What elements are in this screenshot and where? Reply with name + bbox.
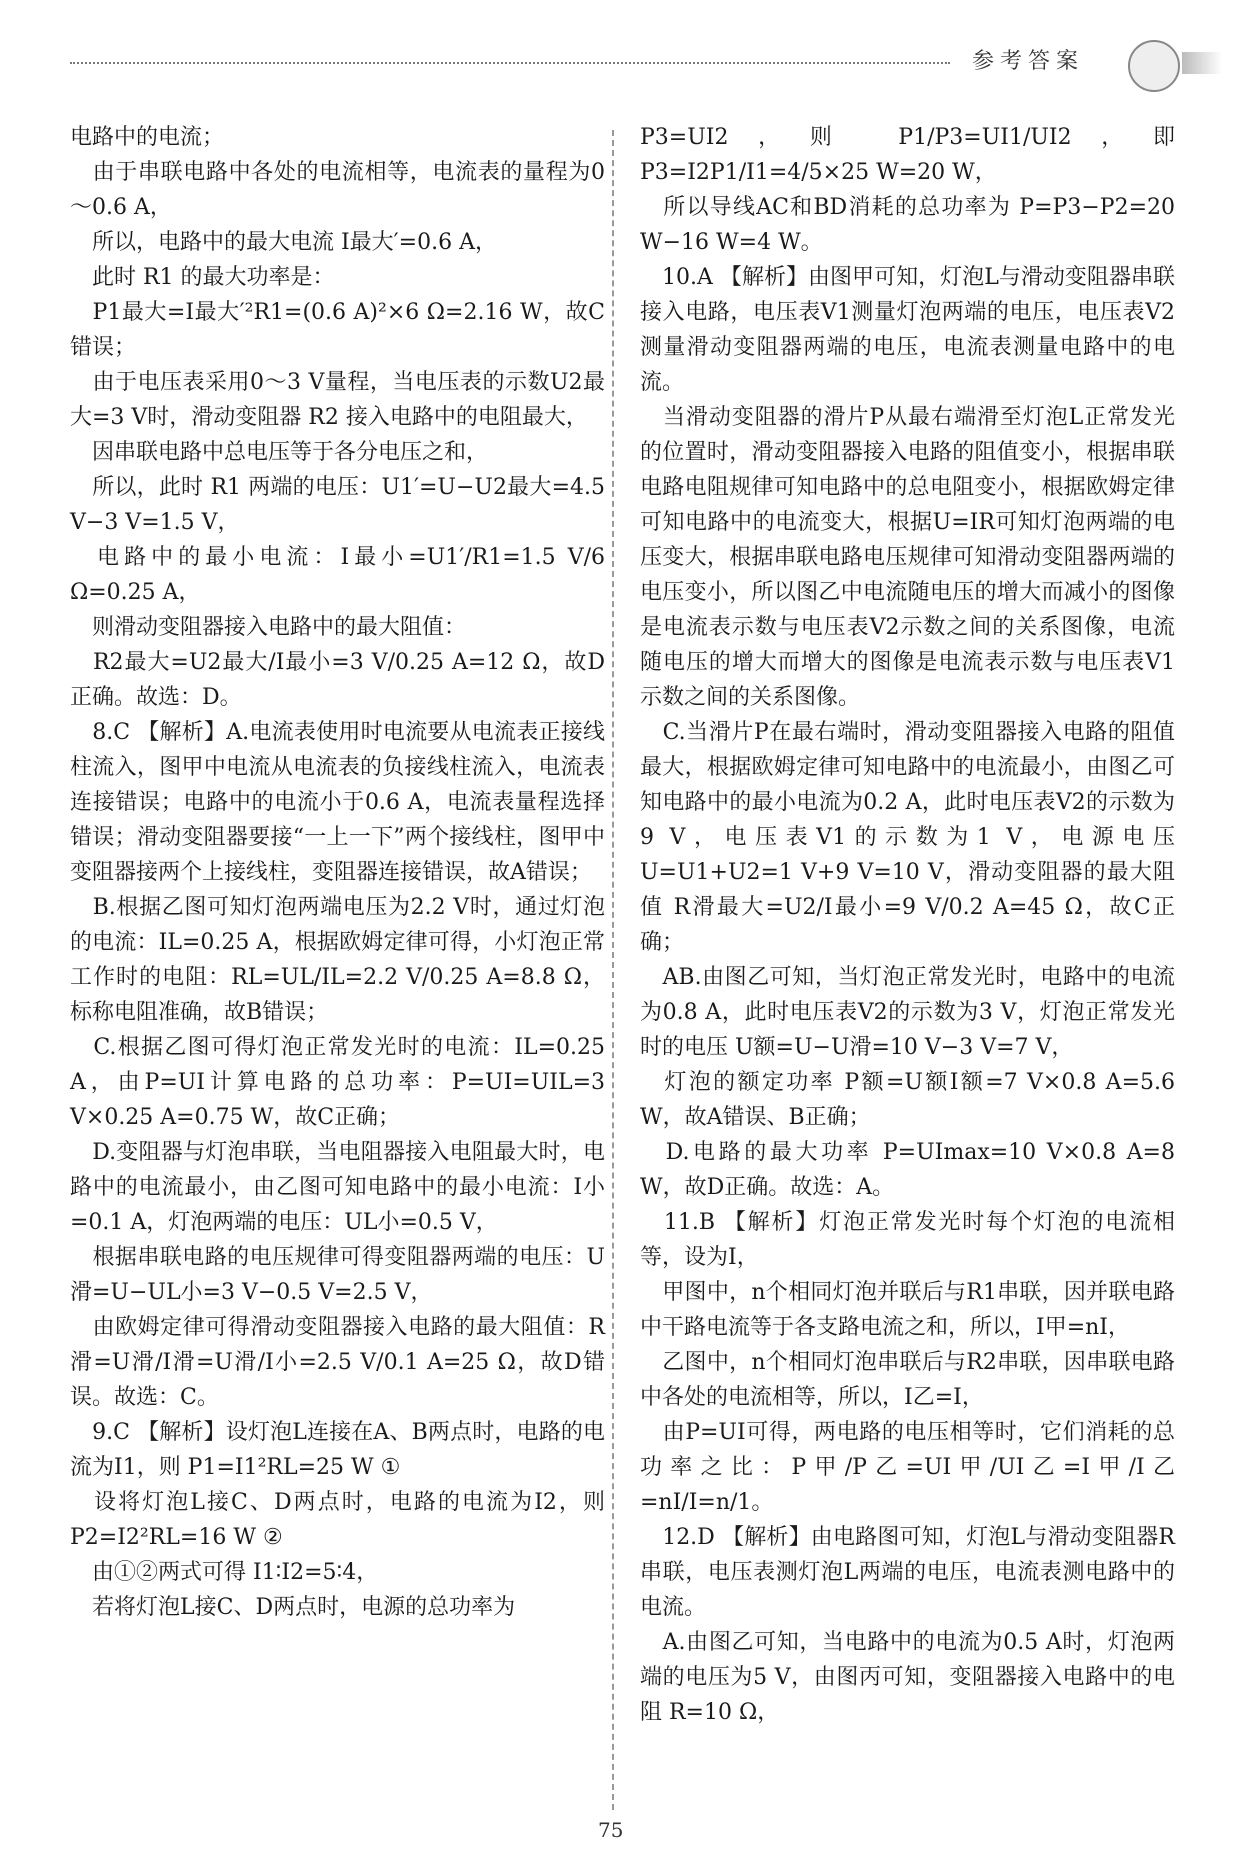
right-column [640,120,1175,1730]
answer-12: 12.D 【解析】由电路图可知，灯泡L与滑动变阻器R串联，电压表测灯泡L两端的电压，电流表测电路中的电流。 [640,1525,1175,1620]
paragraph: 由于串联电路中各处的电流相等，电流表的量程为0～0.6 A， [70,160,605,220]
paragraph: 由欧姆定律可得滑动变阻器接入电路的最大阻值：R滑=U滑/I滑=U滑/I小=2.5 V/0.1 A=25 Ω，故D错误。故选：C。 [70,1315,605,1410]
paragraph: 所以导线AC和BD消耗的总功率为 P=P3−P2=20 W−16 W=4 W。 [640,195,1175,255]
paragraph: 电路中的最小电流：I最小=U1′/R1=1.5 V/6 Ω=0.25 A， [70,545,605,605]
paragraph: AB.由图乙可知，当灯泡正常发光时，电路中的电流为0.8 A，此时电压表V2的示数为3 V，灯泡正常发光时的电压 U额=U−U滑=10 V−3 V=7 V， [640,965,1175,1060]
paragraph: C.根据乙图可得灯泡正常发光时的电流：IL=0.25 A，由P=UI计算电路的总功率：P=UI=UIL=3 V×0.25 A=0.75 W，故C正确； [70,1035,605,1130]
paragraph: P1最大=I最大′²R1=(0.6 A)²×6 Ω=2.16 W，故C错误； [70,300,605,360]
column-divider [612,130,614,1810]
paragraph: R2最大=U2最大/I最小=3 V/0.25 A=12 Ω，故D正确。故选：D。 [70,650,605,710]
paragraph: 当滑动变阻器的滑片P从最右端滑至灯泡L正常发光的位置时，滑动变阻器接入电路的阻值变小，根据串联电路电阻规律可知电路中的总电阻变小，根据欧姆定律可知电路中的电流变大，根据U=IR可知灯泡两端的电压变大，根据串联电路电压规律可知滑动变阻器两端的电压变小，所以图乙中电流随电压的增大而减小的图像是电流表示数与电压表V2示数之间的关系图像，电流随电压的增大而增大的图像是电流表示数与电压表V1示数之间的关系图像。 [640,405,1175,710]
paragraph: A.由图乙可知，当电路中的电流为0.5 A时，灯泡两端的电压为5 V，由图丙可知，变阻器接入电路中的电阻 R=10 Ω， [640,1630,1175,1725]
paragraph: 电路中的电流； [70,125,225,150]
paragraph: 由①②两式可得 I1∶I2=5∶4， [70,1560,379,1585]
left-column [70,120,605,1625]
paragraph: C.当滑片P在最右端时，滑动变阻器接入电路的阻值最大，根据欧姆定律可知电路中的电流最小，由图乙可知电路中的最小电流为0.2 A，此时电压表V2的示数为9 V，电压表V1的示数为1 V，电源电压 U=U1+U2=1 V+9 V=10 V，滑动变阻器的最大阻值 R滑最大=U2/I最小=9 V/0.2 A=45 Ω，故C正确； [640,720,1175,955]
header-title: 参考答案 [972,49,1085,74]
header-rule [70,62,950,64]
answer-8: 8.C 【解析】A.电流表使用时电流要从电流表正接线柱流入，图甲中电流从电流表的负接线柱流入，电流表连接错误；电路中的电流小于0.6 A，电流表量程选择错误；滑动变阻器要接“一上一下”两个接线柱，图甲中变阻器接两个上接线柱，变阻器连接错误，故A错误； [70,720,605,885]
paragraph: 设将灯泡L接C、D两点时，电路的电流为I2，则 P2=I2²RL=16 W ② [70,1490,605,1550]
paragraph: 灯泡的额定功率 P额=U额I额=7 V×0.8 A=5.6 W，故A错误、B正确； [640,1070,1175,1130]
paragraph: 因串联电路中总电压等于各分电压之和， [70,440,489,465]
paragraph: 由P=UI可得，两电路的电压相等时，它们消耗的总功率之比：P甲/P乙=UI甲/UI乙=I甲/I乙=nI/I=n/1。 [640,1420,1175,1515]
paragraph: 所以，电路中的最大电流 I最大′=0.6 A， [70,230,497,255]
paragraph: 乙图中，n个相同灯泡串联后与R2串联，因串联电路中各处的电流相等，所以，I乙=I， [640,1350,1175,1410]
page-number: 75 [598,1818,624,1842]
paragraph: 此时 R1 的最大功率是： [70,265,335,290]
paragraph: 由于电压表采用0～3 V量程，当电压表的示数U2最大=3 V时，滑动变阻器 R2 接入电路中的电阻最大， [70,370,605,430]
paragraph: 甲图中，n个相同灯泡并联后与R1串联，因并联电路中干路电流等于各支路电流之和，所以，I甲=nI， [640,1280,1175,1340]
paragraph: 若将灯泡L接C、D两点时，电源的总功率为 [70,1595,516,1620]
paragraph: D.变阻器与灯泡串联，当电阻器接入电阻最大时，电路中的电流最小，由乙图可知电路中的最小电流：I小=0.1 A，灯泡两端的电压：UL小=0.5 V， [70,1140,605,1235]
answer-9: 9.C 【解析】设灯泡L连接在A、B两点时，电路的电流为I1，则 P1=I1²RL=25 W ① [70,1420,605,1480]
header-decoration [1182,52,1222,74]
paragraph: B.根据乙图可知灯泡两端电压为2.2 V时，通过灯泡的电流：IL=0.25 A，根据欧姆定律可得，小灯泡正常工作时的电阻：RL=UL/IL=2.2 V/0.25 A=8.8 Ω，标称电阻准确，故B错误； [70,895,605,1025]
answer-10: 10.A 【解析】由图甲可知，灯泡L与滑动变阻器串联接入电路，电压表V1测量灯泡两端的电压，电压表V2测量滑动变阻器两端的电压，电流表测量电路中的电流。 [640,265,1175,395]
answer-11: 11.B 【解析】灯泡正常发光时每个灯泡的电流相等，设为I， [640,1210,1175,1270]
paragraph: P3=UI2，则 P1/P3=UI1/UI2，即 P3=I2P1/I1=4/5×25 W=20 W， [640,125,1175,185]
paragraph: 根据串联电路的电压规律可得变阻器两端的电压：U滑=U−UL小=3 V−0.5 V=2.5 V， [70,1245,605,1305]
paragraph: 则滑动变阻器接入电路中的最大阻值： [70,615,467,640]
graduation-cap-badge-icon [1128,40,1180,92]
paragraph: D.电路的最大功率 P=UImax=10 V×0.8 A=8 W，故D正确。故选：A。 [640,1140,1175,1200]
paragraph: 所以，此时 R1 两端的电压：U1′=U−U2最大=4.5 V−3 V=1.5 V， [70,475,605,535]
